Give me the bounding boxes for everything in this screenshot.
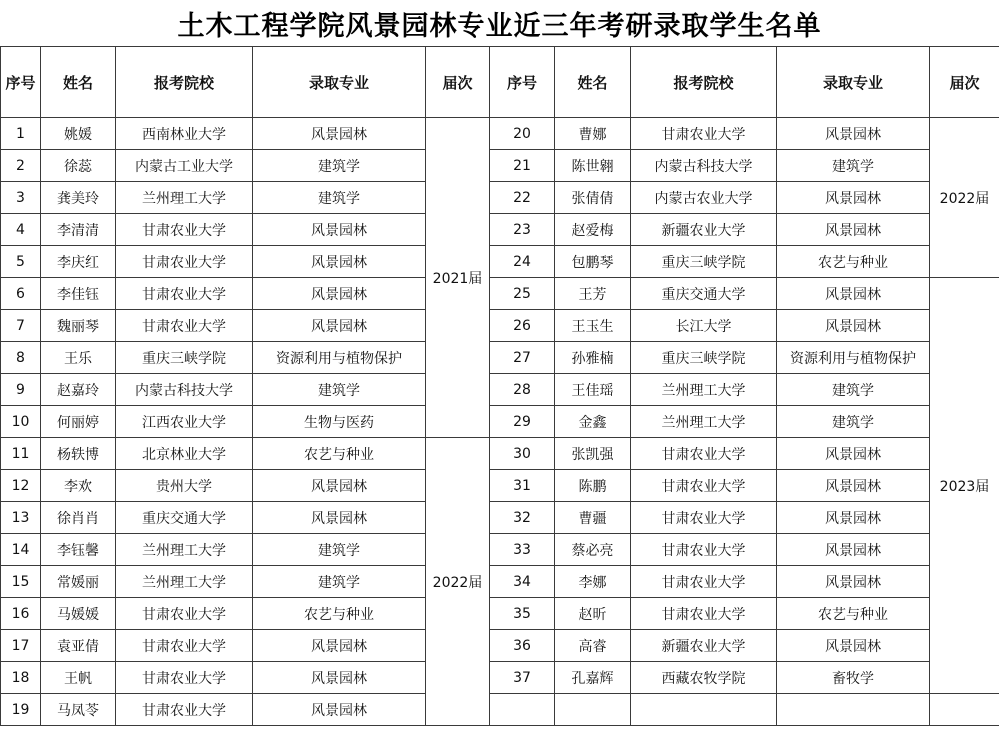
student-name: 何丽婷 <box>41 406 116 438</box>
admission-table <box>0 46 999 726</box>
header-name: 姓名 <box>555 47 631 118</box>
table-row <box>1 342 999 374</box>
admitted-school: 甘肃农业大学 <box>631 502 777 534</box>
admitted-school: 甘肃农业大学 <box>116 694 253 726</box>
admitted-school: 兰州理工大学 <box>631 374 777 406</box>
admitted-major: 建筑学 <box>777 406 930 438</box>
admitted-school: 甘肃农业大学 <box>116 630 253 662</box>
admitted-school: 甘肃农业大学 <box>631 598 777 630</box>
admitted-major: 风景园林 <box>777 566 930 598</box>
row-number: 11 <box>1 438 41 470</box>
table-row <box>1 438 999 470</box>
admitted-school: 重庆交通大学 <box>116 502 253 534</box>
table-row <box>1 246 999 278</box>
student-name: 王乐 <box>41 342 116 374</box>
row-number: 25 <box>490 278 555 310</box>
row-number: 10 <box>1 406 41 438</box>
admitted-school: 北京林业大学 <box>116 438 253 470</box>
admitted-school: 兰州理工大学 <box>116 566 253 598</box>
student-name: 龚美玲 <box>41 182 116 214</box>
student-name: 张凯强 <box>555 438 631 470</box>
header-cohort: 届次 <box>930 47 999 118</box>
table-row <box>1 214 999 246</box>
admitted-major: 农艺与种业 <box>777 598 930 630</box>
admitted-school: 长江大学 <box>631 310 777 342</box>
admitted-major: 风景园林 <box>253 278 426 310</box>
row-number: 4 <box>1 214 41 246</box>
admitted-major: 建筑学 <box>253 566 426 598</box>
admitted-major: 风景园林 <box>253 118 426 150</box>
row-number: 24 <box>490 246 555 278</box>
admitted-school: 甘肃农业大学 <box>631 118 777 150</box>
table-row <box>1 310 999 342</box>
admitted-major: 风景园林 <box>777 534 930 566</box>
row-number: 26 <box>490 310 555 342</box>
admitted-school: 甘肃农业大学 <box>116 246 253 278</box>
document-title: 土木工程学院风景园林专业近三年考研录取学生名单 <box>177 10 822 42</box>
student-name: 王玉生 <box>555 310 631 342</box>
admitted-major: 风景园林 <box>777 438 930 470</box>
admitted-major: 风景园林 <box>777 310 930 342</box>
row-number: 6 <box>1 278 41 310</box>
student-name: 孙雅楠 <box>555 342 631 374</box>
header-major: 录取专业 <box>777 47 930 118</box>
admitted-major: 建筑学 <box>777 374 930 406</box>
admitted-school: 西藏农牧学院 <box>631 662 777 694</box>
student-name: 赵嘉玲 <box>41 374 116 406</box>
empty-cell <box>777 694 930 726</box>
student-name: 李庆红 <box>41 246 116 278</box>
table-row <box>1 502 999 534</box>
admitted-school: 甘肃农业大学 <box>116 278 253 310</box>
row-number: 29 <box>490 406 555 438</box>
student-name: 李钰馨 <box>41 534 116 566</box>
header-major: 录取专业 <box>253 47 426 118</box>
row-number: 16 <box>1 598 41 630</box>
row-number: 12 <box>1 470 41 502</box>
admitted-major: 风景园林 <box>777 278 930 310</box>
admitted-major: 风景园林 <box>777 470 930 502</box>
admitted-major: 建筑学 <box>253 182 426 214</box>
admitted-major: 风景园林 <box>253 470 426 502</box>
row-number: 13 <box>1 502 41 534</box>
row-number: 3 <box>1 182 41 214</box>
student-name: 魏丽琴 <box>41 310 116 342</box>
row-number: 32 <box>490 502 555 534</box>
cohort-label: 2022届 <box>426 438 490 726</box>
admitted-school: 甘肃农业大学 <box>631 534 777 566</box>
admitted-school: 江西农业大学 <box>116 406 253 438</box>
row-number: 5 <box>1 246 41 278</box>
student-name: 马凤苓 <box>41 694 116 726</box>
row-number: 17 <box>1 630 41 662</box>
row-number: 37 <box>490 662 555 694</box>
row-number: 1 <box>1 118 41 150</box>
admitted-school: 内蒙古工业大学 <box>116 150 253 182</box>
admitted-major: 风景园林 <box>253 630 426 662</box>
admitted-school: 新疆农业大学 <box>631 630 777 662</box>
student-name: 蔡必亮 <box>555 534 631 566</box>
row-number: 34 <box>490 566 555 598</box>
admitted-major: 风景园林 <box>253 502 426 534</box>
table-body <box>1 118 999 726</box>
row-number: 36 <box>490 630 555 662</box>
header-no: 序号 <box>490 47 555 118</box>
admitted-major: 资源利用与植物保护 <box>777 342 930 374</box>
student-name: 杨轶博 <box>41 438 116 470</box>
admitted-major: 风景园林 <box>253 694 426 726</box>
row-number: 9 <box>1 374 41 406</box>
row-number: 20 <box>490 118 555 150</box>
student-name: 常媛丽 <box>41 566 116 598</box>
table-row <box>1 150 999 182</box>
student-name: 曹娜 <box>555 118 631 150</box>
admitted-major: 农艺与种业 <box>777 246 930 278</box>
table-row <box>1 374 999 406</box>
table-row <box>1 534 999 566</box>
admitted-major: 畜牧学 <box>777 662 930 694</box>
admitted-major: 建筑学 <box>253 150 426 182</box>
admitted-school: 甘肃农业大学 <box>631 566 777 598</box>
cohort-label: 2023届 <box>930 278 999 694</box>
admitted-school: 甘肃农业大学 <box>116 598 253 630</box>
admitted-school: 西南林业大学 <box>116 118 253 150</box>
student-name: 徐蕊 <box>41 150 116 182</box>
row-number: 22 <box>490 182 555 214</box>
row-number: 8 <box>1 342 41 374</box>
admitted-school: 内蒙古农业大学 <box>631 182 777 214</box>
table-row <box>1 182 999 214</box>
admitted-major: 风景园林 <box>777 182 930 214</box>
student-name: 李佳钰 <box>41 278 116 310</box>
row-number: 21 <box>490 150 555 182</box>
row-number: 31 <box>490 470 555 502</box>
student-name: 金鑫 <box>555 406 631 438</box>
student-name: 张倩倩 <box>555 182 631 214</box>
student-name: 赵爱梅 <box>555 214 631 246</box>
student-name: 袁亚倩 <box>41 630 116 662</box>
admitted-school: 甘肃农业大学 <box>116 310 253 342</box>
table-row <box>1 470 999 502</box>
admitted-major: 生物与医药 <box>253 406 426 438</box>
table-row <box>1 630 999 662</box>
admitted-school: 新疆农业大学 <box>631 214 777 246</box>
table-row <box>1 406 999 438</box>
header-school: 报考院校 <box>631 47 777 118</box>
header-school: 报考院校 <box>116 47 253 118</box>
row-number: 2 <box>1 150 41 182</box>
student-name: 李清清 <box>41 214 116 246</box>
header-cohort: 届次 <box>426 47 490 118</box>
admitted-major: 农艺与种业 <box>253 438 426 470</box>
student-name: 陈世翱 <box>555 150 631 182</box>
admitted-school: 内蒙古科技大学 <box>631 150 777 182</box>
header-row <box>1 47 999 118</box>
admitted-school: 甘肃农业大学 <box>116 214 253 246</box>
admitted-major: 风景园林 <box>777 502 930 534</box>
admitted-major: 建筑学 <box>777 150 930 182</box>
table-row <box>1 662 999 694</box>
admitted-school: 甘肃农业大学 <box>631 470 777 502</box>
student-name: 李欢 <box>41 470 116 502</box>
admitted-school: 重庆三峡学院 <box>631 342 777 374</box>
row-number: 27 <box>490 342 555 374</box>
row-number: 30 <box>490 438 555 470</box>
student-name: 曹疆 <box>555 502 631 534</box>
student-name: 陈鹏 <box>555 470 631 502</box>
cohort-label: 2021届 <box>426 118 490 438</box>
empty-cell <box>930 694 999 726</box>
row-number: 28 <box>490 374 555 406</box>
row-number: 7 <box>1 310 41 342</box>
table-row <box>1 278 999 310</box>
empty-cell <box>631 694 777 726</box>
student-name: 包鹏琴 <box>555 246 631 278</box>
table-row <box>1 118 999 150</box>
row-number: 18 <box>1 662 41 694</box>
row-number: 35 <box>490 598 555 630</box>
student-name: 李娜 <box>555 566 631 598</box>
admitted-major: 风景园林 <box>253 310 426 342</box>
admitted-school: 重庆三峡学院 <box>631 246 777 278</box>
row-number: 33 <box>490 534 555 566</box>
student-name: 徐肖肖 <box>41 502 116 534</box>
header-no: 序号 <box>1 47 41 118</box>
table-row <box>1 694 999 726</box>
row-number: 19 <box>1 694 41 726</box>
empty-cell <box>490 694 555 726</box>
student-name: 王芳 <box>555 278 631 310</box>
row-number: 14 <box>1 534 41 566</box>
student-name: 高睿 <box>555 630 631 662</box>
admitted-school: 兰州理工大学 <box>116 182 253 214</box>
empty-cell <box>555 694 631 726</box>
table-row <box>1 566 999 598</box>
admitted-major: 建筑学 <box>253 374 426 406</box>
student-name: 王佳瑶 <box>555 374 631 406</box>
student-name: 孔嘉辉 <box>555 662 631 694</box>
admitted-major: 风景园林 <box>777 214 930 246</box>
admitted-major: 农艺与种业 <box>253 598 426 630</box>
admitted-school: 贵州大学 <box>116 470 253 502</box>
row-number: 15 <box>1 566 41 598</box>
admitted-major: 风景园林 <box>253 662 426 694</box>
header-name: 姓名 <box>41 47 116 118</box>
student-name: 王帆 <box>41 662 116 694</box>
admitted-school: 甘肃农业大学 <box>631 438 777 470</box>
student-name: 马媛媛 <box>41 598 116 630</box>
cohort-label: 2022届 <box>930 118 999 278</box>
student-name: 赵昕 <box>555 598 631 630</box>
admitted-major: 建筑学 <box>253 534 426 566</box>
row-number: 23 <box>490 214 555 246</box>
admitted-school: 重庆三峡学院 <box>116 342 253 374</box>
admitted-major: 风景园林 <box>253 214 426 246</box>
admitted-major: 风景园林 <box>777 118 930 150</box>
admitted-school: 重庆交通大学 <box>631 278 777 310</box>
admitted-major: 风景园林 <box>777 630 930 662</box>
admitted-major: 资源利用与植物保护 <box>253 342 426 374</box>
student-name: 姚媛 <box>41 118 116 150</box>
table-row <box>1 598 999 630</box>
admitted-school: 内蒙古科技大学 <box>116 374 253 406</box>
admitted-school: 兰州理工大学 <box>116 534 253 566</box>
admitted-school: 兰州理工大学 <box>631 406 777 438</box>
admitted-school: 甘肃农业大学 <box>116 662 253 694</box>
admitted-major: 风景园林 <box>253 246 426 278</box>
